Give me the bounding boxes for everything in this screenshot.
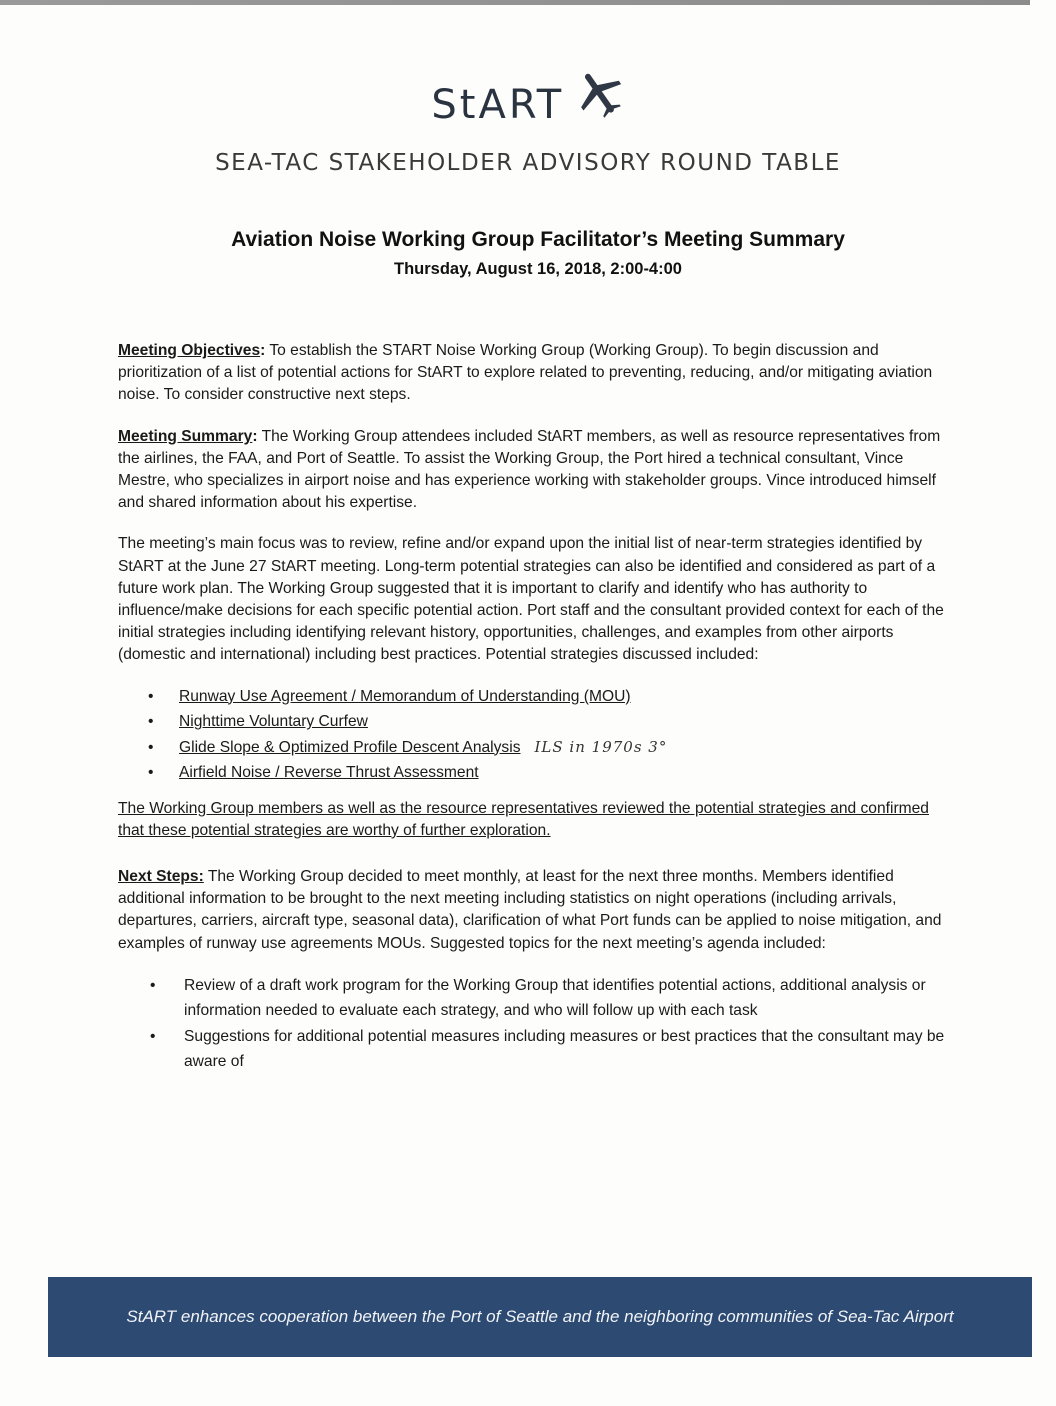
start-logo [0,68,1056,128]
meeting-date: Thursday, August 16, 2018, 2:00-4:00 [394,260,682,278]
objectives-text: To establish the START Noise Working Group (Working Group). To begin discussion and prioritization of a list of potential actions for StART to explore related to preventing, reducing, and/or mitigating aviation noise. To consider constructive next steps. [118,342,933,404]
agenda-item: • Suggestions for additional potential measures including measures or best practices that the consultant may be aware of [150,1024,948,1074]
agenda-list [118,973,948,1074]
bullet: • [148,738,154,756]
bullet: • [148,764,154,782]
next-steps-label: Next Steps: [118,868,204,886]
next-steps-text: The Working Group decided to meet monthly, at least for the next three months. Members identified additional information to be brought to the next meeting including statistics on night operations (including arrivals, departures, carriers, aircraft type, seasonal data), clarification of what Port funds can be applied to noise mitigation, and examples of runway use agreements MOUs. Suggested topics for the next meeting’s agenda included: [118,868,942,952]
footer-band [48,1277,1032,1357]
airplane-icon [575,68,625,120]
summary-paragraph: Meeting Summary: The Working Group attendees included StART members, as well as resource representatives from the airlines, the FAA, and Port of Seattle. To assist the Working Group, the Port hired a technical consultant, Vince Mestre, who specializes in airport noise and has experience working with stakeholder groups. Vince introduced himself and shared information about his expertise. [118,427,941,512]
next-steps-paragraph [118,866,948,955]
agenda-item: • Review of a draft work program for the Working Group that identifies potential actions, additional analysis or information needed to evaluate each strategy, and who will follow up with each task [150,973,948,1023]
confirmation-paragraph: The Working Group members as well as the resource representatives reviewed the potential strategies and confirmed that these potential strategies are worthy of further exploration. [118,799,929,839]
focus-paragraph: The meeting’s main focus was to review, refine and/or expand upon the initial list of near-term strategies identified by StART at the June 27 StART meeting. Long-term potential strategies can also be identified and considered as part of a future work plan. The Working Group suggested that it is important to clarify and identify who has authority to influence/make decisions for each specific potential action. Port staff and the consultant provided context for each of the initial strategies including identifying relevant history, opportunities, challenges, and examples from other airports (domestic and international) including best practices. Potential strategies discussed included: [118,535,944,664]
objectives-label: Meeting Objectives [118,342,261,359]
bullet: • [150,976,156,994]
objectives-paragraph: Meeting Objectives: To establish the START Noise Working Group (Working Group). To begin discussion and prioritization of a list of potential actions for StART to explore related to preventing, reducing, and/or mitigating aviation noise. To consider constructive next steps. [118,342,933,404]
strategy-item: • Nighttime Voluntary Curfew [148,709,948,735]
bullet: • [150,1027,156,1045]
strategy-item: • Glide Slope & Optimized Profile Descent Analysis ILS in 1970s 3° [148,735,948,761]
scan-edge [0,0,1030,5]
summary-text: The Working Group attendees included StART members, as well as resource representatives from the airlines, the FAA, and Port of Seattle. To assist the Working Group, the Port hired a technical consultant, Vince Mestre, who specializes in airport noise and has experience working with stakeholder groups. Vince introduced himself and shared information about his expertise. [118,427,941,512]
strategy-item: • Airfield Noise / Reverse Thrust Assessment [148,760,948,786]
org-name: SEA-TAC STAKEHOLDER ADVISORY ROUND TABLE [215,150,841,176]
logo-text: StART [431,82,565,128]
handwritten-note: ILS in 1970s 3° [534,737,668,756]
strategy-item: • Runway Use Agreement / Memorandum of Understanding (MOU) [148,684,948,710]
summary-label: Meeting Summary [118,427,253,445]
strategy-list [118,684,948,786]
bullet: • [148,713,154,731]
bullet: • [148,687,154,705]
document-body [118,340,948,1075]
document-title: Aviation Noise Working Group Facilitator’s Meeting Summary [231,228,845,251]
footer-tagline: StART enhances cooperation between the Port of Seattle and the neighboring communities of Sea-Tac Airport [126,1307,954,1326]
